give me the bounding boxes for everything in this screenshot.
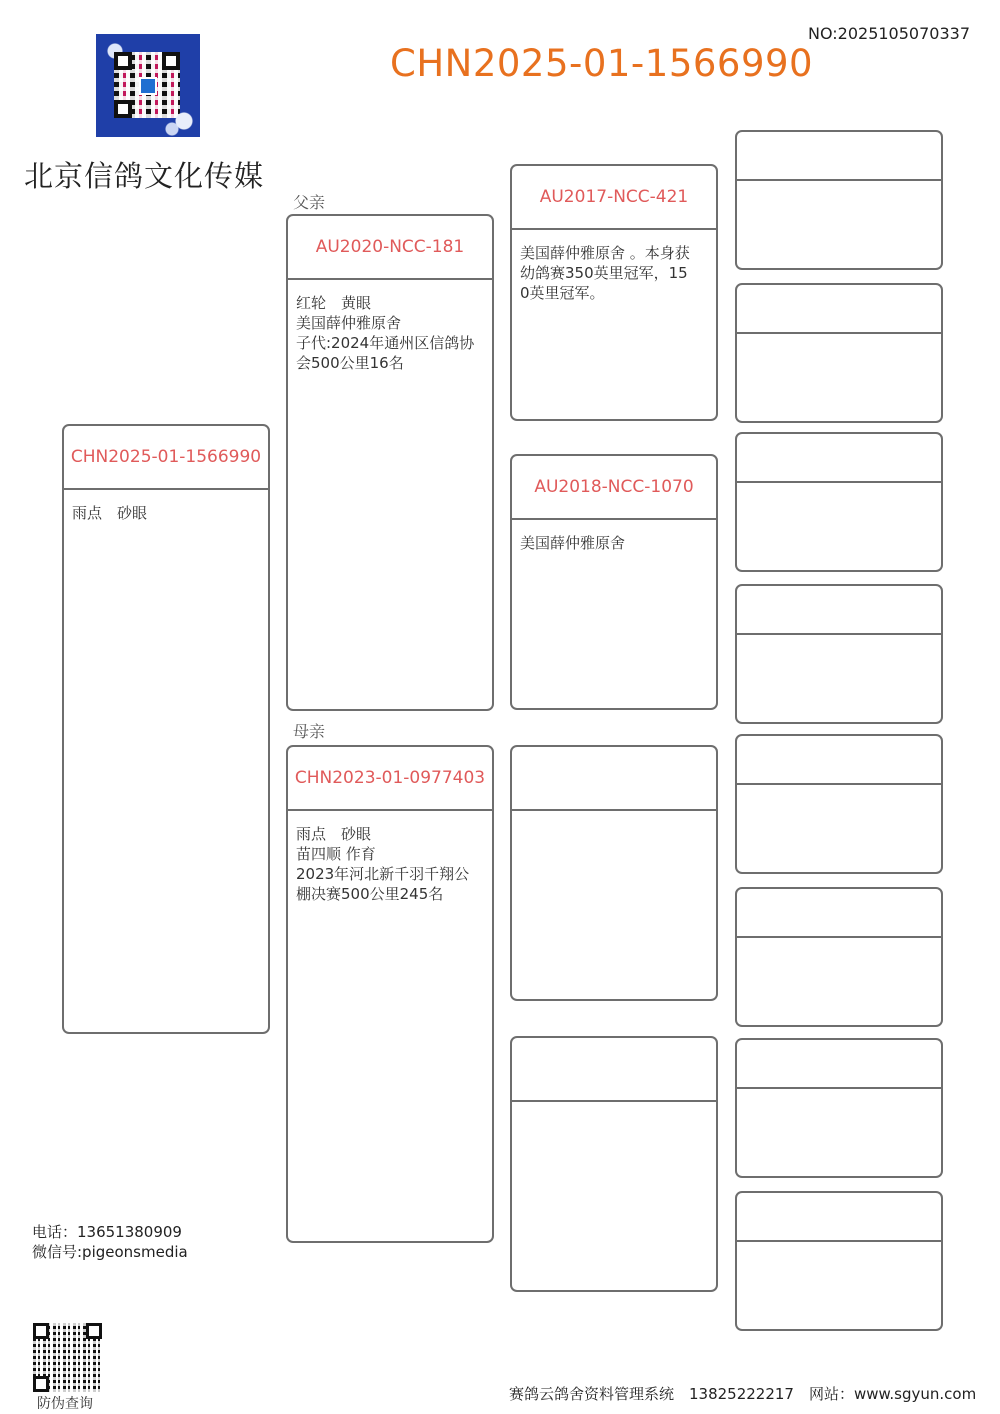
sire-sire-notes — [512, 230, 716, 303]
dam-dam-card-header — [512, 1038, 716, 1102]
dam-sire-card-header — [512, 747, 716, 811]
subject-ring: CHN2025-01-1566990 — [70, 447, 262, 467]
verify-caption: 防伪查询 — [37, 1396, 93, 1412]
great-grandparent-header — [737, 285, 941, 334]
great-grandparent-card-2 — [735, 283, 943, 423]
great-grandparent-card-5 — [735, 734, 943, 874]
great-grandparent-card-4 — [735, 584, 943, 724]
dam-card — [286, 745, 494, 1243]
dam-line: 雨点 砂眼 — [296, 825, 372, 843]
great-grandparent-card-6 — [735, 887, 943, 1027]
subject-card-header — [64, 426, 268, 490]
sire-line: 子代:2024年通州区信鸽协 — [296, 334, 475, 352]
sire-sire-ring: AU2017-NCC-421 — [539, 187, 689, 207]
great-grandparent-header — [737, 586, 941, 635]
dam-sire-card — [510, 745, 718, 1001]
sire-notes — [288, 280, 492, 373]
father-label: 父亲 — [293, 193, 326, 212]
dam-notes — [288, 811, 492, 904]
phone-number: 电话：13651380909 — [32, 1223, 182, 1241]
dam-line: 苗四顺 作育 — [296, 845, 376, 863]
sire-dam-ring: AU2018-NCC-1070 — [534, 477, 694, 497]
sire-line: 红轮 黄眼 — [296, 294, 372, 312]
sire-dam-line: 美国薛仲雅原舍 — [520, 534, 626, 552]
mother-label: 母亲 — [293, 722, 326, 741]
dam-line: 棚决赛500公里245名 — [296, 885, 444, 903]
qr-code-logo-icon — [96, 34, 200, 137]
dam-ring: CHN2023-01-0977403 — [294, 768, 486, 788]
great-grandparent-header — [737, 736, 941, 785]
great-grandparent-card-7 — [735, 1038, 943, 1178]
sire-ring: AU2020-NCC-181 — [315, 237, 465, 257]
sire-line: 美国薛仲雅原舍 — [296, 314, 402, 332]
great-grandparent-header — [737, 132, 941, 181]
contact-info — [32, 1222, 188, 1262]
sire-dam-notes — [512, 520, 716, 553]
sire-sire-card-header — [512, 166, 716, 230]
sire-sire-line: 0英里冠军。 — [520, 284, 605, 302]
great-grandparent-header — [737, 1193, 941, 1242]
great-grandparent-header — [737, 889, 941, 938]
dam-card-header — [288, 747, 492, 811]
dam-dam-card — [510, 1036, 718, 1292]
wechat-id: 微信号:pigeonsmedia — [32, 1243, 188, 1261]
document-number: NO:2025105070337 — [807, 24, 970, 43]
sire-sire-line: 幼鸽赛350英里冠军，15 — [520, 264, 688, 282]
qr-code-icon[interactable] — [33, 1323, 102, 1392]
great-grandparent-header — [737, 434, 941, 483]
great-grandparent-card-8 — [735, 1191, 943, 1331]
subject-line: 雨点 砂眼 — [72, 504, 148, 522]
great-grandparent-card-1 — [735, 130, 943, 270]
sire-dam-card — [510, 454, 718, 710]
great-grandparent-header — [737, 1040, 941, 1089]
sire-sire-card — [510, 164, 718, 421]
sire-dam-card-header — [512, 456, 716, 520]
subject-notes — [64, 490, 268, 523]
sire-line: 会500公里16名 — [296, 354, 404, 372]
footer-text: 赛鸽云鸽舍资料管理系统 13825222217 网站：www.sgyun.com — [509, 1385, 977, 1403]
great-grandparent-card-3 — [735, 432, 943, 572]
org-name: 北京信鸽文化传媒 — [24, 159, 265, 193]
main-ring-number: CHN2025-01-1566990 — [390, 42, 814, 85]
subject-card — [62, 424, 270, 1034]
dam-line: 2023年河北新千羽千翔公 — [296, 865, 470, 883]
sire-card — [286, 214, 494, 711]
sire-sire-line: 美国薛仲雅原舍 。本身获 — [520, 244, 690, 262]
sire-card-header — [288, 216, 492, 280]
